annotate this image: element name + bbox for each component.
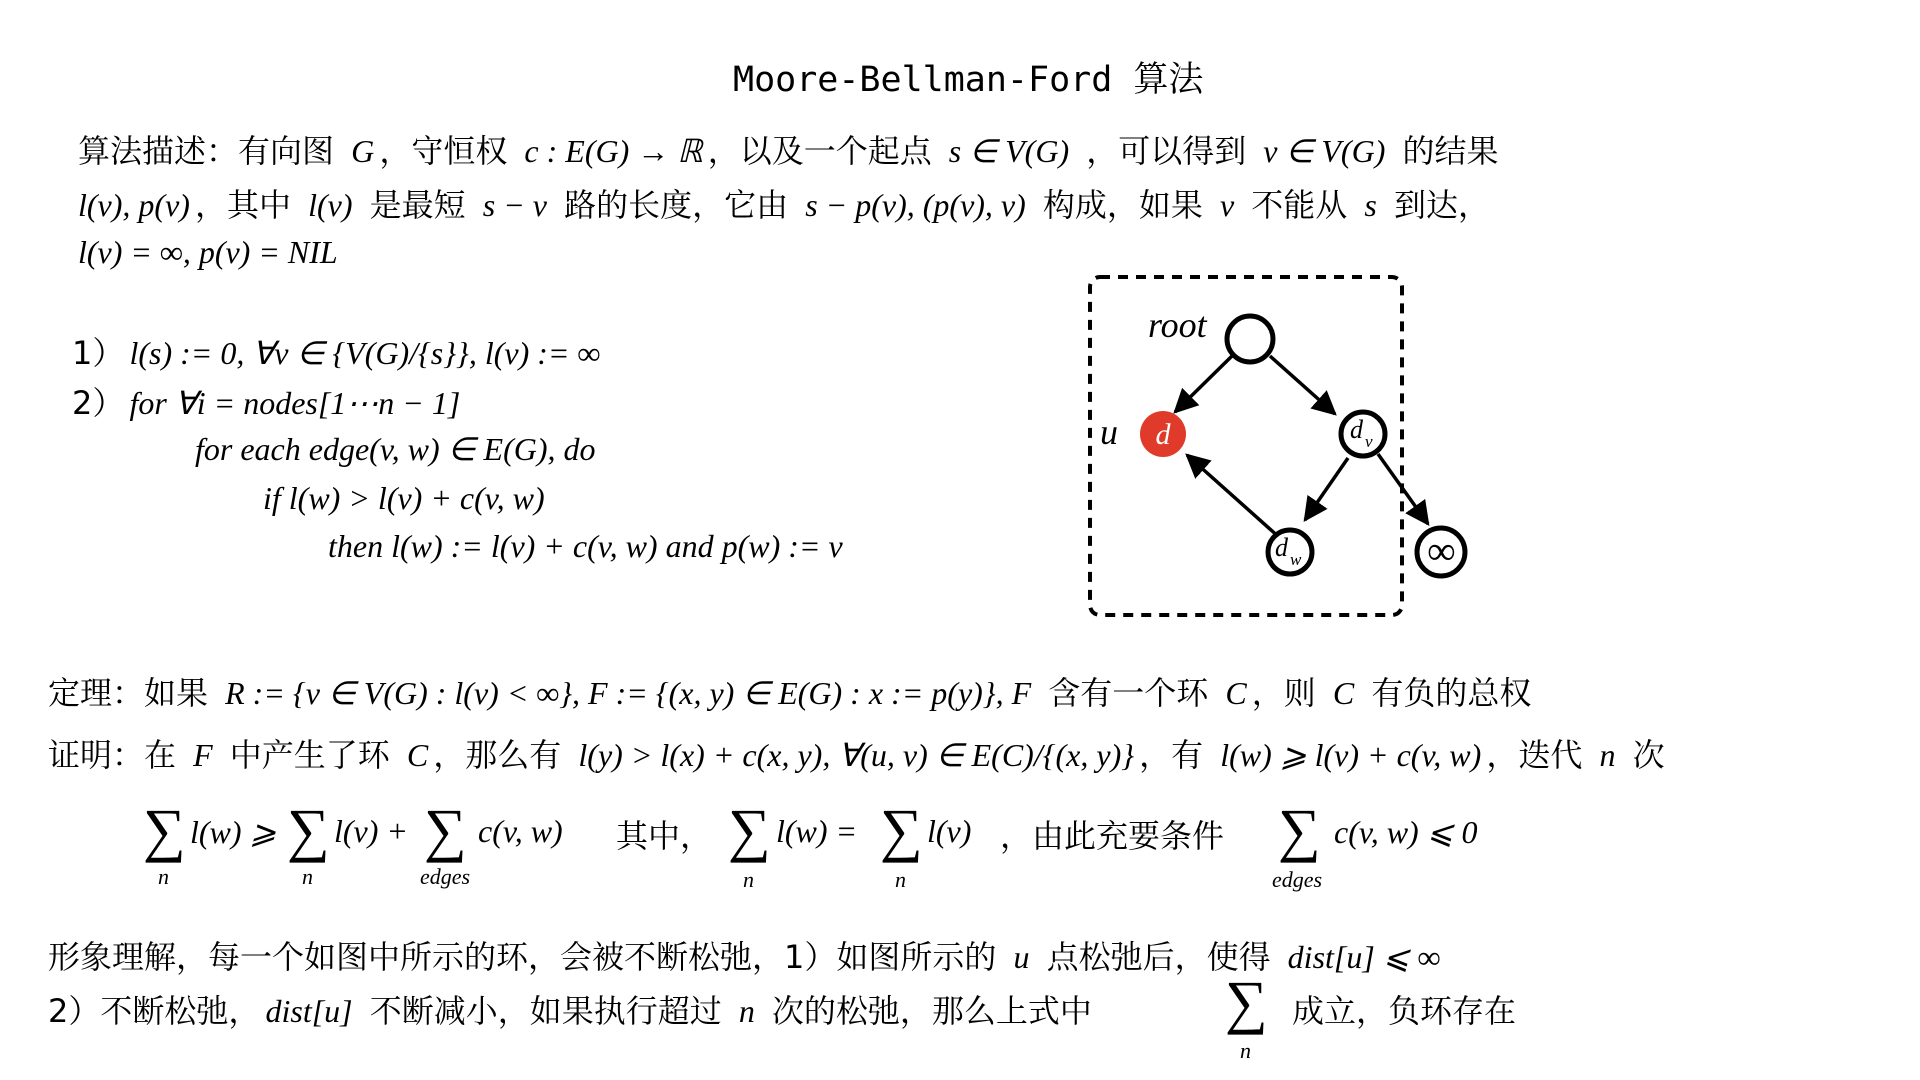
step-math: for ∀i = nodes[1⋯n − 1] (129, 385, 461, 421)
algo-step-2 (72, 378, 460, 424)
desc-math: s − v (482, 187, 547, 223)
u-label: u (1100, 412, 1118, 452)
sigma-subscript: n (743, 867, 754, 892)
formula-text: ，由此充要条件 (1000, 817, 1225, 855)
sigma-symbol: ∑ (424, 797, 467, 863)
proof-math: F (193, 737, 213, 773)
proof-math: l(y) > l(x) + c(x, y), ∀(u, v) ∈ E(C)/{(x, y)} (578, 737, 1135, 773)
desc-math: c : E(G) → ℝ (524, 133, 703, 169)
theorem-text: 有负的总权 (1371, 674, 1532, 712)
edge-root-to-d (1175, 356, 1232, 412)
dv-node-label-sub: v (1365, 432, 1373, 451)
desc-math: s (1364, 187, 1377, 223)
desc-math: s ∈ V(G) (948, 133, 1070, 169)
desc-text: 是最短 (369, 186, 466, 224)
proof-math: C (406, 737, 429, 773)
page-title: Moore-Bellman-Ford 算法 (733, 60, 1204, 100)
sigma-subscript: n (158, 864, 169, 889)
desc-math: v ∈ V(G) (1263, 133, 1386, 169)
intuition-math: dist[u] ⩽ ∞ (1287, 939, 1441, 975)
description-line-2 (78, 180, 1490, 226)
desc-text: 的结果 (1402, 132, 1499, 170)
desc-text: 到达， (1393, 186, 1490, 224)
root-label: root (1148, 305, 1207, 345)
proof-math: l(w) ⩾ l(v) + c(v, w) (1220, 737, 1482, 773)
sigma-symbol: ∑ (880, 797, 923, 863)
intuition-text: 2）不断松弛， (48, 992, 261, 1030)
algo-step-4: if l(w) > l(v) + c(v, w) (263, 480, 545, 516)
proof-text: 中产生了环 (229, 736, 390, 774)
formula-term: l(w) ⩾ (190, 814, 277, 850)
step-number: 1） (72, 334, 125, 372)
desc-math: v (1219, 187, 1235, 223)
formula-text: 其中， (616, 817, 713, 855)
proof-text: ，迭代 (1486, 736, 1583, 774)
proof-text: 证明：在 (48, 736, 177, 774)
desc-text: 构成，如果 (1042, 186, 1203, 224)
intuition-text: 成立，负环存在 (1292, 992, 1517, 1030)
formula-term: c(v, w) ⩽ 0 (1334, 814, 1478, 850)
dw-node-label-base: d (1275, 533, 1288, 562)
dw-node-label-sub: w (1290, 550, 1302, 569)
sigma-symbol: ∑ (287, 797, 330, 863)
description-line-3: l(v) = ∞, p(v) = NIL (78, 234, 338, 270)
theorem-text: ，则 (1251, 674, 1316, 712)
desc-text: 路的长度，它由 (564, 186, 789, 224)
intuition-text: 形象理解，每一个如图中所示的环，会被不断松弛，1）如图所示的 (48, 938, 997, 976)
sigma-subscript: n (1240, 1038, 1251, 1063)
dv-node (1341, 412, 1385, 456)
desc-text: ，守恒权 (379, 132, 508, 170)
root-node (1227, 316, 1273, 362)
sigma-symbol: ∑ (728, 797, 771, 863)
algo-step-3: for each edge(v, w) ∈ E(G), do (195, 431, 596, 467)
theorem-math: C (1225, 675, 1247, 711)
edge-root-to-dv (1270, 356, 1335, 414)
desc-text: 不能从 (1251, 186, 1348, 224)
algo-step-5: then l(w) := l(v) + c(v, w) and p(w) := v (328, 528, 843, 564)
description-line-1 (78, 126, 1498, 172)
desc-math: l(v) (308, 187, 353, 223)
theorem-math: R := {v ∈ V(G) : l(v) < ∞}, F := {(x, y) ∈ E(G) : x := p(y)}, F (225, 675, 1032, 711)
sigma-symbol: ∑ (143, 797, 186, 863)
intuition-math: u (1013, 939, 1030, 975)
sigma-symbol: ∑ (1225, 969, 1268, 1035)
intuition-line-2 (48, 986, 1092, 1032)
dv-node-label-base: d (1350, 415, 1363, 444)
sigma-symbol: ∑ (1278, 797, 1321, 863)
desc-text: ，可以得到 (1086, 132, 1247, 170)
desc-text: ，以及一个起点 (707, 132, 932, 170)
proof-math: n (1599, 737, 1616, 773)
intuition-math: dist[u] (265, 993, 353, 1029)
proof-text: ，有 (1139, 736, 1204, 774)
d-node-label: d (1155, 418, 1171, 451)
desc-math: s − p(v), (p(v), v) (805, 187, 1026, 223)
formula-term: l(w) = (776, 813, 858, 849)
formula-term: l(v) (927, 813, 972, 849)
proof-text: 次 (1632, 736, 1665, 774)
intuition-math: n (738, 993, 755, 1029)
step-math: l(s) := 0, ∀v ∈ {V(G)/{s}}, l(v) := ∞ (129, 335, 601, 371)
desc-math: l(v), p(v) (78, 187, 190, 223)
edge-dw-to-d (1187, 455, 1280, 538)
desc-text: ，其中 (195, 186, 292, 224)
theorem-line (48, 668, 1531, 714)
intuition-text: 点松弛后，使得 (1046, 938, 1271, 976)
theorem-text: 定理：如果 (48, 674, 209, 712)
inf-node-label: ∞ (1426, 528, 1456, 573)
sigma-subscript: n (895, 867, 906, 892)
formula-term: c(v, w) (478, 813, 563, 849)
theorem-math: C (1332, 675, 1355, 711)
sigma-subscript: edges (1272, 867, 1323, 892)
edge-dv-to-dw (1305, 458, 1348, 520)
step-number: 2） (72, 384, 125, 422)
desc-math: G (351, 133, 375, 169)
sigma-subscript: n (302, 864, 313, 889)
edge-dv-to-inf (1378, 454, 1428, 524)
negative-cycle-diagram (1080, 262, 1500, 632)
theorem-text: 含有一个环 (1048, 674, 1209, 712)
sigma-subscript: edges (420, 864, 471, 889)
desc-text: 算法描述：有向图 (78, 132, 335, 170)
algo-step-1 (72, 328, 600, 374)
intuition-text: 不断减小，如果执行超过 (369, 992, 722, 1030)
intuition-text: 次的松弛，那么上式中 (771, 992, 1092, 1030)
formula-term: l(v) + (334, 813, 408, 849)
proof-line (48, 730, 1665, 776)
proof-text: ，那么有 (433, 736, 562, 774)
